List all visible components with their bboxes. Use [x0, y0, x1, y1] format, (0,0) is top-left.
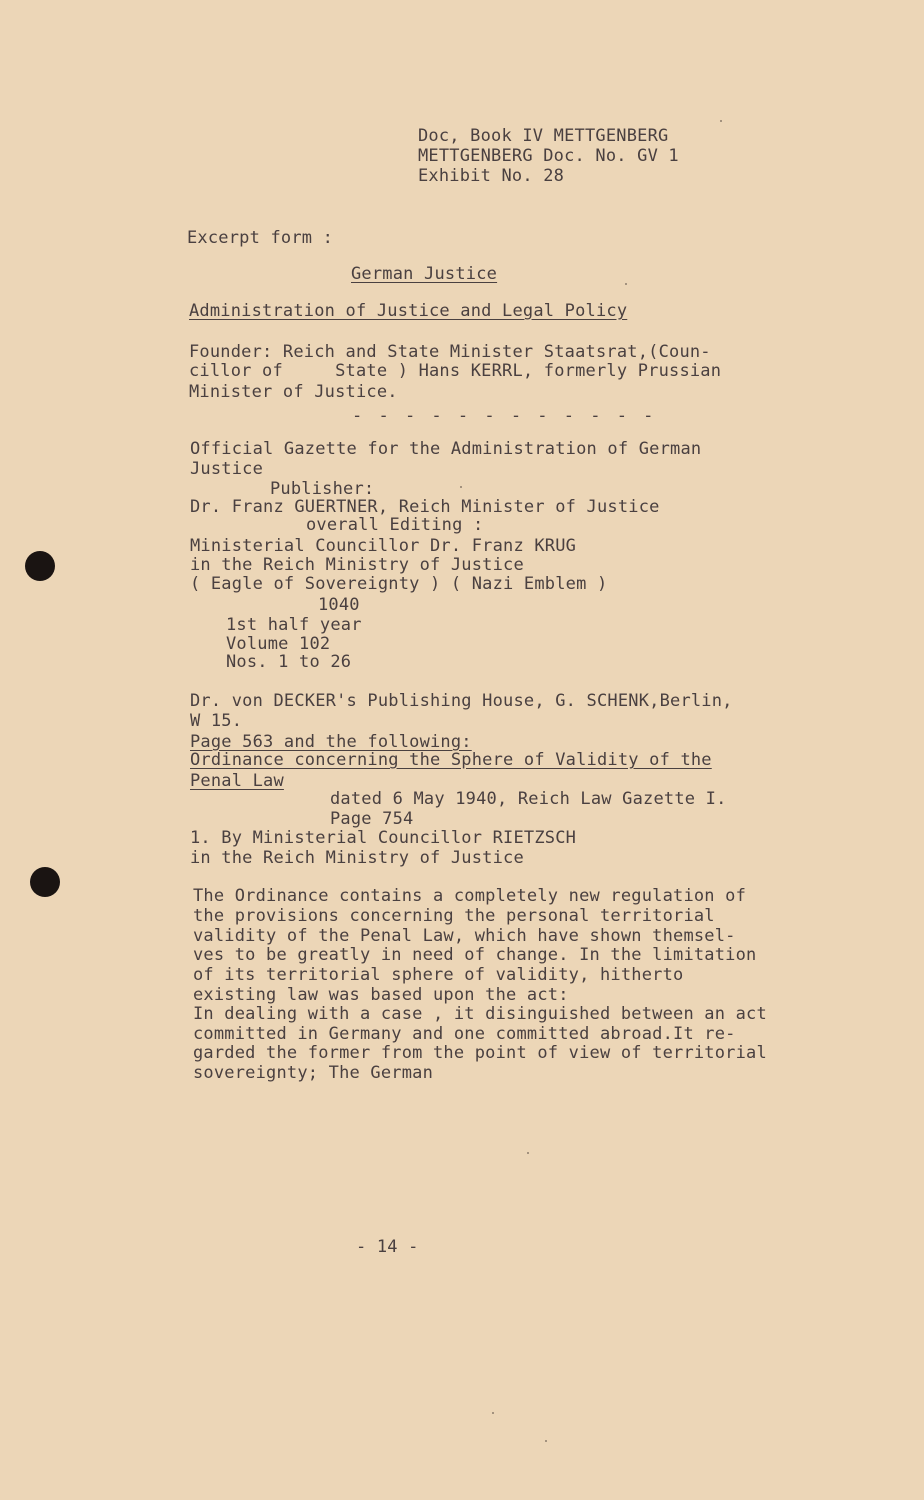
body-line: existing law was based upon the act:: [193, 985, 569, 1005]
body-line: ves to be greatly in need of change. In the limitation: [193, 945, 757, 965]
body-line: the provisions concerning the personal territorial: [193, 906, 715, 926]
paper-speck: [545, 1440, 547, 1442]
author-line: in the Reich Ministry of Justice: [190, 848, 524, 868]
body-line: garded the former from the point of view of territorial: [193, 1043, 767, 1063]
punch-hole-upper: [25, 551, 55, 581]
publisher-name: Dr. Franz GUERTNER, Reich Minister of Justice: [190, 497, 660, 517]
body-line: of its territorial sphere of validity, hitherto: [193, 965, 684, 985]
excerpt-label: Excerpt form :: [187, 228, 334, 248]
journal-title: German Justice: [351, 264, 498, 284]
editor-line: in the Reich Ministry of Justice: [190, 555, 524, 575]
paper-speck: [625, 283, 627, 285]
gazette-year: 1040: [318, 595, 360, 615]
body-line: committed in Germany and one committed abroad.It re-: [193, 1024, 736, 1044]
founder-line: cillor of State ) Hans KERRL, formerly Prussian: [189, 361, 722, 381]
page-number: - 14 -: [356, 1237, 419, 1257]
paper-speck: [492, 1412, 494, 1414]
gazette-half-year: 1st half year: [226, 615, 362, 635]
journal-subtitle: Administration of Justice and Legal Policy: [189, 301, 628, 321]
editing-label: overall Editing :: [306, 515, 484, 535]
editor-line: Ministerial Councillor Dr. Franz KRUG: [190, 536, 577, 556]
gazette-page: Page 754: [330, 809, 414, 829]
exhibit-number-line: Exhibit No. 28: [418, 166, 565, 186]
doc-book-line: Doc, Book IV METTGENBERG: [418, 126, 669, 146]
author-line: 1. By Ministerial Councillor RIETZSCH: [190, 828, 577, 848]
punch-hole-lower: [30, 867, 60, 897]
publishing-house: W 15.: [190, 711, 243, 731]
paper-speck: [720, 120, 722, 122]
separator-line: - - - - - - - - - - - -: [352, 406, 657, 426]
ordinance-date: dated 6 May 1940, Reich Law Gazette I.: [330, 789, 727, 809]
page-reference: Page 563 and the following:: [190, 732, 472, 752]
ordinance-title: Ordinance concerning the Sphere of Validity of the: [190, 750, 712, 770]
gazette-volume: Volume 102: [226, 634, 331, 654]
publisher-label: Publisher:: [270, 479, 375, 499]
founder-line: Minister of Justice.: [189, 382, 398, 402]
gazette-title: Justice: [190, 459, 264, 479]
gazette-title: Official Gazette for the Administration of German: [190, 439, 702, 459]
body-line: sovereignty; The German: [193, 1063, 434, 1083]
ordinance-title: Penal Law: [190, 771, 284, 791]
emblem-line: ( Eagle of Sovereignty ) ( Nazi Emblem ): [190, 574, 608, 594]
gazette-numbers: Nos. 1 to 26: [226, 652, 352, 672]
paper-speck: [460, 486, 462, 488]
founder-line: Founder: Reich and State Minister Staatsrat,(Coun-: [189, 342, 711, 362]
body-line: The Ordinance contains a completely new regulation of: [193, 886, 747, 906]
publishing-house: Dr. von DECKER's Publishing House, G. SCHENK,Berlin,: [190, 691, 733, 711]
paper-speck: [527, 1152, 529, 1154]
doc-number-line: METTGENBERG Doc. No. GV 1: [418, 146, 679, 166]
body-line: In dealing with a case , it disinguished between an act: [193, 1004, 767, 1024]
body-line: validity of the Penal Law, which have shown themsel-: [193, 926, 736, 946]
